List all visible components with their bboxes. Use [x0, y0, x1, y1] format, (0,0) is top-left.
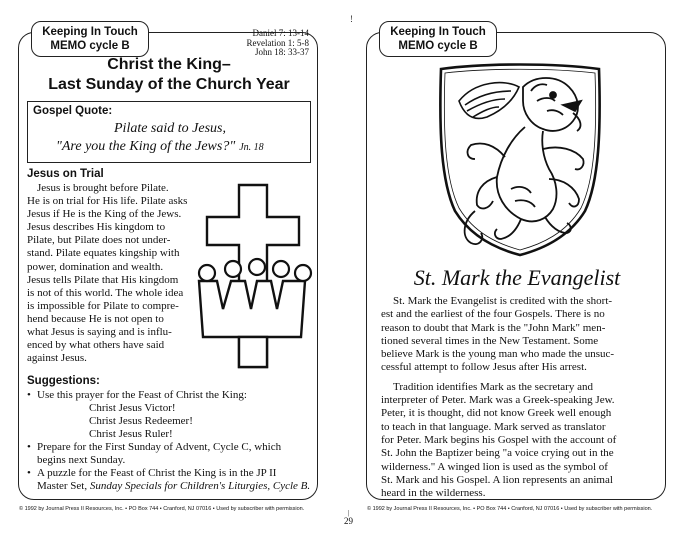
trial-paragraph: [27, 182, 193, 365]
gospel-quote-text: "Are you the King of the Jews?": [56, 139, 236, 154]
gospel-quote-citation: Jn. 18: [239, 142, 264, 153]
suggestion-item: • A puzzle for the Feast of Christ the King is in the JP II: [27, 467, 277, 479]
page-number: | 29: [344, 509, 353, 526]
text-line: believe Mark is the young man who made the unsuc-: [381, 348, 615, 361]
suggestion-continuation: begins next Sunday.: [37, 454, 126, 466]
page-title: [19, 55, 319, 95]
suggestion-continuation: [27, 480, 313, 493]
prayer-line: Christ Jesus Redeemer!: [89, 415, 193, 427]
saint-description: [381, 295, 657, 500]
trial-line: stand. Pilate equates kingship with: [27, 247, 180, 260]
trial-line: is not of this world. The whole idea: [27, 286, 184, 299]
left-memo-page: [18, 26, 318, 512]
text-line: for Peter. Mark begins his Gospel with the account of: [381, 433, 617, 446]
text-line: interpreter of Peter. Mark was a Greek-speaking Jew.: [381, 394, 615, 407]
suggestions-list: [27, 389, 313, 493]
cross-and-crown-illustration: [193, 181, 315, 371]
trial-line: what Jesus is saying and is influ-: [27, 326, 172, 339]
text-line: St. Mark the Evangelist is credited with the short-: [393, 295, 613, 307]
text-line: reason to doubt that Mark is the "John Mark" men-: [381, 321, 606, 334]
reading-3: John 18: 33-37: [255, 47, 309, 57]
suggestion-text: Use this prayer for the Feast of Christ the King:: [37, 389, 247, 401]
prayer-line: Christ Jesus Victor!: [89, 402, 176, 414]
trial-line: hend because He is not open to: [27, 312, 164, 325]
text-line: heard in the wilderness.: [381, 487, 486, 500]
right-memo-page: [366, 26, 666, 512]
trial-line: against Jesus.: [27, 352, 87, 365]
crown-jewel: [273, 261, 289, 277]
reading-2: Revelation 1: 5-8: [246, 37, 309, 48]
text-line: St. Mark and his Gospel. A lion represents an animal: [381, 473, 613, 486]
copyright-footer: © 1992 by Journal Press II Resources, Inc. • PO Box 744 • Cranford, NJ 07016 • Used by subscriber with permission.: [367, 506, 653, 512]
suggestions-heading: Suggestions:: [27, 375, 100, 387]
title-line-1: Christ the King–: [107, 56, 231, 73]
trial-line: Jesus if He is the King of the Jews.: [27, 208, 182, 221]
gospel-quote-box: [27, 101, 311, 163]
suggestion-text: A puzzle for the Feast of Christ the King is in the JP II: [37, 467, 277, 479]
trial-line: is impossible for Pilate to compre-: [27, 299, 179, 312]
left-header-tab: [31, 21, 149, 57]
title-line-2: Last Sunday of the Church Year: [48, 76, 290, 93]
suggestion-text: Prepare for the First Sunday of Advent, Cycle C, which: [37, 441, 282, 453]
paragraph-2: [381, 381, 657, 501]
gospel-quote-line-2: [56, 139, 264, 155]
suggestion-item: • Use this prayer for the Feast of Christ the King:: [27, 389, 247, 401]
suggestion-item: • Prepare for the First Sunday of Advent, Cycle C, which: [27, 441, 282, 453]
suggestion-text: Master Set,: [37, 480, 90, 492]
trial-line: Jesus describes His kingdom to: [27, 221, 166, 234]
trial-heading: Jesus on Trial: [27, 168, 104, 180]
text-line: cessful attempt to follow Jesus after His arrest.: [381, 361, 587, 374]
scripture-readings: [247, 29, 310, 58]
trial-line: enced by what others have said: [27, 339, 165, 352]
page-number-text: 29: [344, 516, 353, 526]
crown-jewel: [225, 261, 241, 277]
top-crease-mark: !: [350, 14, 353, 24]
right-header-tab: [379, 21, 497, 57]
text-line: tioned several times in the New Testament. Some: [381, 334, 599, 347]
trial-line: He is on trial for His life. Pilate asks: [27, 195, 188, 208]
text-line: wilderness." A winged lion is used as the symbol of: [381, 460, 608, 473]
saint-title: St. Mark the Evangelist: [413, 265, 621, 290]
tab-title: Keeping In Touch: [390, 26, 486, 38]
reading-1: Daniel 7: 13-14: [252, 28, 309, 38]
trial-line: Pilate, but Pilate does not under-: [27, 234, 171, 247]
text-line: Tradition identifies Mark as the secretary and: [393, 380, 593, 393]
trial-line: power, domination and wealth.: [27, 260, 164, 273]
text-line: Peter, it is thought, did not know Greek well enough: [381, 407, 612, 420]
trial-line: Jesus tells Pilate that His kingdom: [27, 273, 179, 286]
text-line: est and the earliest of the four Gospels. There is no: [381, 308, 605, 321]
prayer-line: Christ Jesus Ruler!: [89, 428, 173, 440]
text-line: St. John the Baptizer being "a voice crying out in the: [381, 447, 614, 460]
trial-line: Jesus is brought before Pilate.: [37, 182, 169, 194]
tab-title: Keeping In Touch: [42, 26, 138, 38]
winged-lion-shield-illustration: [435, 61, 605, 257]
tab-subtitle: MEMO cycle B: [50, 40, 130, 52]
text-line: to teach in that language. Mark served as translator: [381, 420, 606, 433]
crown-jewel: [199, 265, 215, 281]
copyright-footer: © 1992 by Journal Press II Resources, Inc. • PO Box 744 • Cranford, NJ 07016 • Used by subscriber with permission.: [19, 506, 305, 512]
crown-jewel: [249, 259, 265, 275]
paragraph-1: [381, 295, 657, 375]
tab-subtitle: MEMO cycle B: [398, 40, 478, 52]
crown-outline: [199, 281, 305, 337]
gospel-quote-line-1: Pilate said to Jesus,: [114, 121, 226, 136]
gospel-quote-heading: Gospel Quote:: [33, 105, 113, 117]
cross-lower-shaft: [239, 337, 267, 367]
crown-jewel: [295, 265, 311, 281]
resource-title: Sunday Specials for Children's Liturgies, Cycle B.: [89, 480, 311, 492]
